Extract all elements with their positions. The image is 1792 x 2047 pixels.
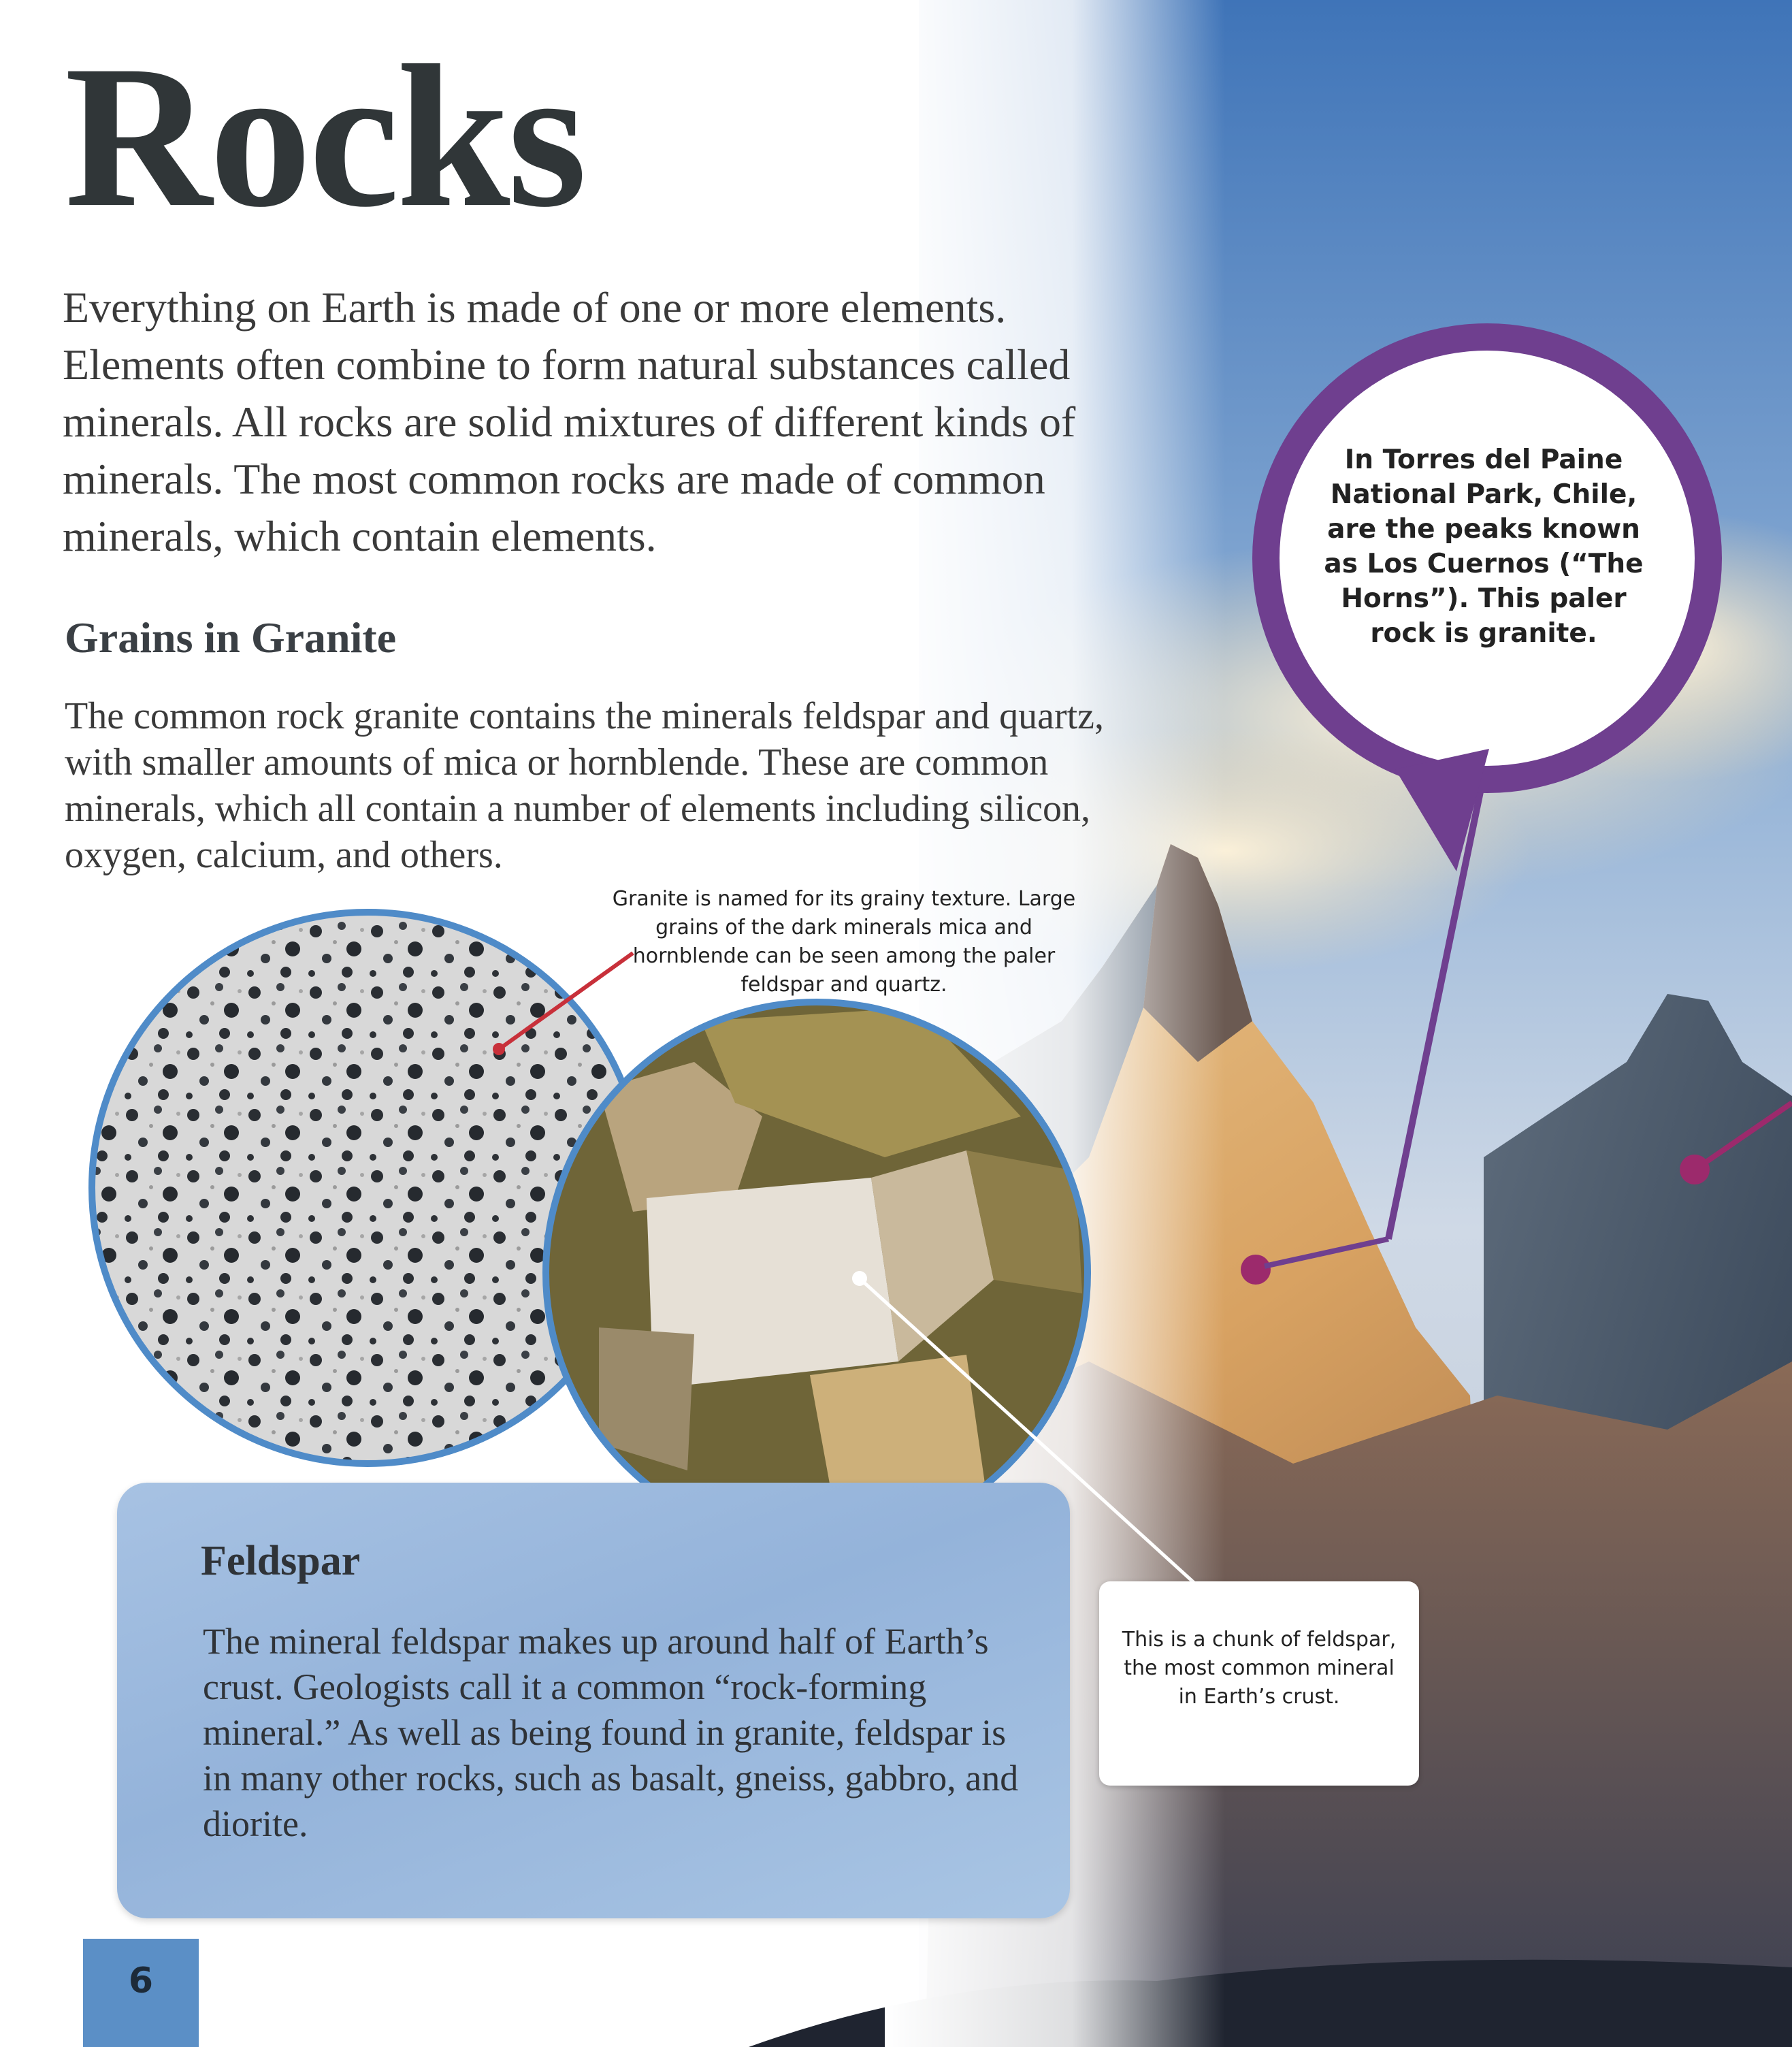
intro-paragraph: Everything on Earth is made of one or more elements. Elements often combine to form natural substances called minerals. All rocks are solid mixtures of different kinds of minerals. The most common rocks are made of common minerals, which contain elements. [63,283,1076,560]
granite-caption: Granite is named for its grainy texture. Large grains of the dark minerals mica and hornblende can be seen among the paler feldspar and quartz. [612,887,1076,997]
horns-caption: In Torres del Paine National Park, Chile, are the peaks known as Los Cuernos (“The Horns”). This paler rock is granite. [1324,445,1644,649]
grains-heading: Grains in Granite [65,613,397,662]
grains-paragraph: The common rock granite contains the minerals feldspar and quartz, with smaller amounts of mica or hornblende. These are common minerals, which all contain a number of elements including silicon, oxygen, calcium, and others. [65,695,1105,876]
feldspar-caption: This is a chunk of feldspar, the most common mineral in Earth’s crust. [1122,1628,1397,1709]
feldspar-heading: Feldspar [201,1538,361,1584]
page-title: Rocks [65,23,585,249]
feldspar-paragraph: The mineral feldspar makes up around half of Earth’s crust. Geologists call it a common “rock-forming mineral.” As well as being found in granite, feldspar is in many other rocks, such as basalt, gneiss, gabbro, and diorite. [203,1621,1019,1844]
page-number: 6 [128,1961,154,2001]
